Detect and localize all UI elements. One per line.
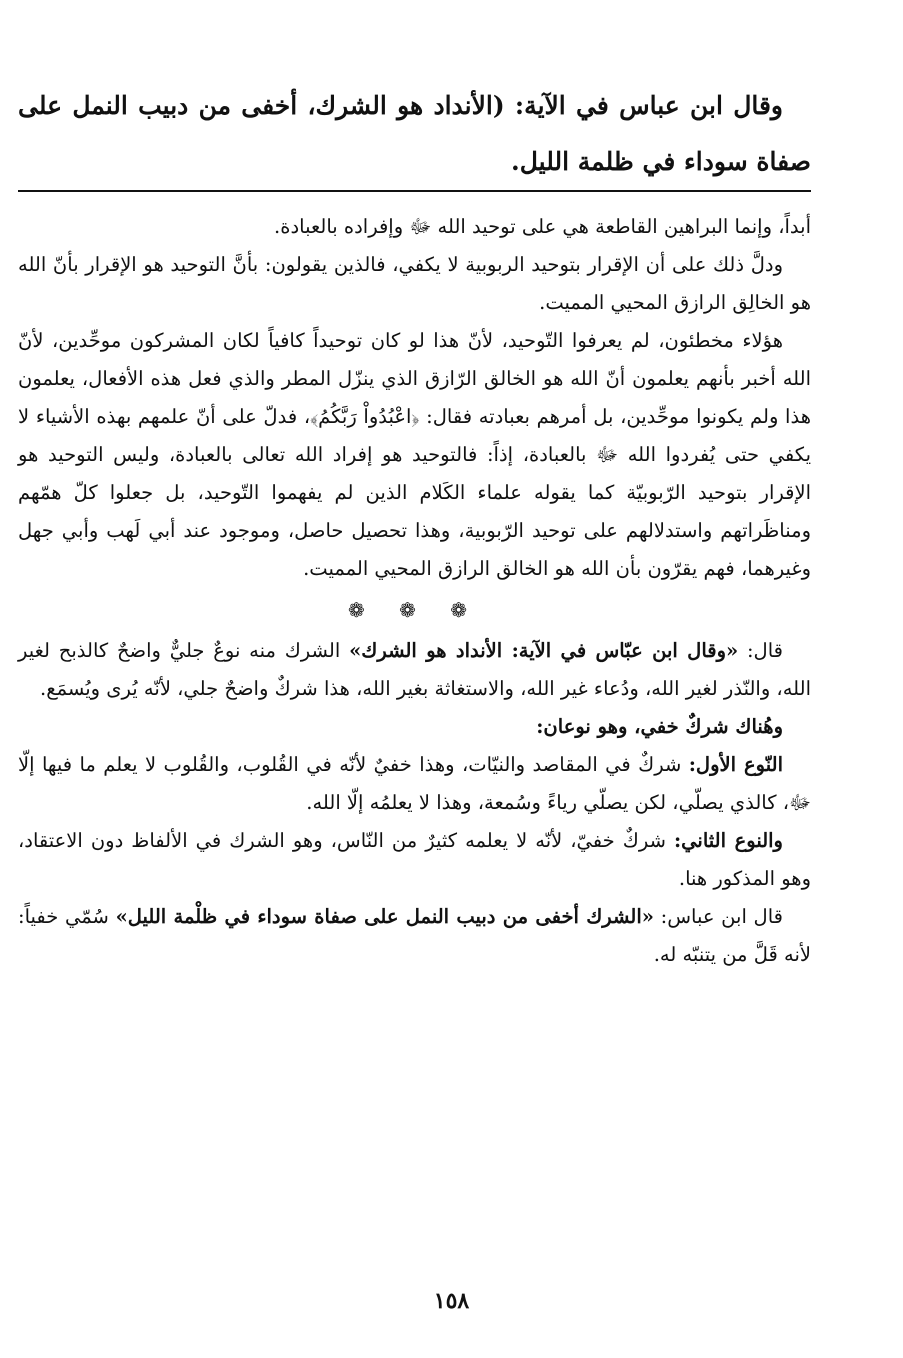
paragraph-7-text: شركٌ خفيّ، لأنّه لا يعلمه كثيرٌ من النّاس، وهو الشرك في الألفاظ دون الاعتقاد، وهو المذكور هنا.	[18, 829, 811, 890]
section-divider-ornament: ❁ ❁ ❁	[348, 598, 481, 622]
paragraph-8-intro: قال ابن عباس:	[653, 905, 783, 928]
commentary-text-block	[18, 208, 811, 974]
paragraph-4-intro: قال:	[738, 639, 783, 662]
separator-line	[18, 190, 811, 192]
paragraph-1: أبداً، وإنما البراهين القاطعة هي على توحيد الله ﷻ وإفراده بالعبادة.	[274, 215, 811, 238]
paragraph-5-heading: وهُناك شركٌ خفي، وهو نوعان:	[536, 715, 783, 738]
paragraph-6-heading: النّوع الأول:	[688, 753, 783, 776]
paragraph-5	[18, 708, 811, 746]
paragraph-2: ودلَّ ذلك على أن الإقرار بتوحيد الربوبية لا يكفي، فالذين يقولون: بأنَّ التوحيد هو الإقرار بأنّ الله هو الخالِق الرازق المحيي المميت.	[18, 253, 811, 314]
page-number: ١٥٨	[433, 1288, 470, 1314]
paragraph-4-quote: «وقال ابن عبّاس في الآية: الأنداد هو الشرك»	[349, 639, 739, 662]
paragraph-6	[18, 746, 811, 822]
paragraph-7	[18, 822, 811, 898]
paragraph-4-text: الشرك منه نوعٌ جليٌّ واضحٌ كالذبح لغير الله، والنّذر لغير الله، ودُعاء غير الله، والاستغاثة بغير الله، هذا شركٌ واضحٌ جلي، لأنّه يُرى ويُسمَع.	[18, 639, 811, 700]
matn-paragraph: وقال ابن عباس في الآية: (الأنداد هو الشرك، أخفى من دبيب النمل على صفاة سوداء في ظلمة الليل.	[18, 91, 811, 176]
paragraph-7-heading: والنوع الثاني:	[673, 829, 783, 852]
paragraph-6-text: شركٌ في المقاصد والنيّات، وهذا خفيٌ لأنّه في القُلوب، والقُلوب لا يعلم ما فيها إلّا ﷻ، كالذي يصلّي، لكن يصلّي رياءً وسُمعة، وهذا لا يعلمُه إلّا الله.	[18, 753, 811, 814]
paragraph-8	[18, 898, 811, 974]
paragraph-8-text: سُمّي خفياً: لأنه قَلَّ من يتنبّه له.	[18, 905, 811, 966]
paragraph-3: هؤلاء مخطئون، لم يعرفوا التّوحيد، لأنّ هذا لو كان توحيداً كافياً لكان المشركون موحِّدين، لأنّ الله أخبر بأنهم يعلمون أنّ الله هو الخالق الرّازق الذي ينزّل المطر والذي فعل هذه الأفعال، يعلمون هذا ولم يكونوا موحِّدين، بل أمرهم بعبادته فقال: ﴿اعْبُدُواْ رَبَّكُمُ﴾، فدلّ على أنّ علمهم بهذه الأشياء لا يكفي حتى يُفردوا الله ﷻ بالعبادة، إذاً: فالتوحيد هو إفراد الله تعالى بالعبادة، وليس التوحيد هو الإقرار بتوحيد الرّبوبيّة كما يقوله علماء الكَلام الذين لم يفهموا التّوحيد، بل جعلوا كلّ همّهم ومناظَراتهم واستدلالهم على توحيد الرّبوبية، وهذا تحصيل حاصل، وموجود عند أبي لَهب وأبي جهل وغيرهما، فهم يقرّون بأن الله هو الخالق الرازق المحيي المميت.	[18, 329, 811, 580]
paragraph-8-quote: «الشرك أخفى من دبيب النمل على صفاة سوداء في ظلْمة الليل»	[115, 905, 654, 928]
matn-text-block	[18, 78, 811, 190]
paragraph-4	[18, 632, 811, 708]
